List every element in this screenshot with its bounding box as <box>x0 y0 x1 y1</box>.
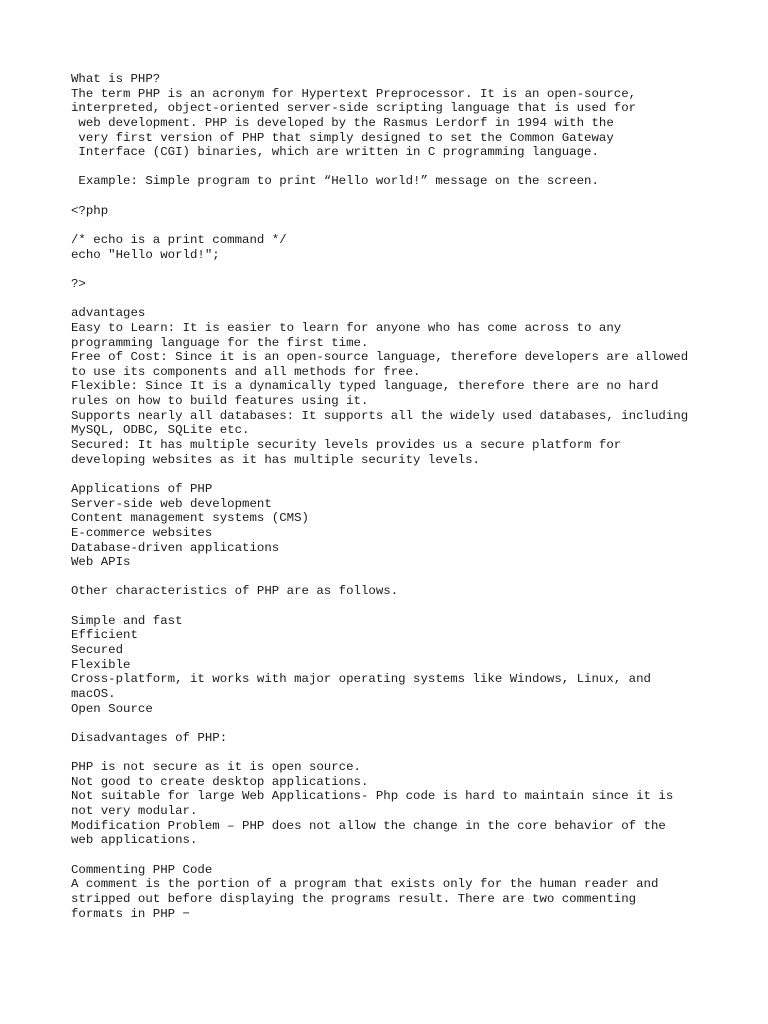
blank-line <box>71 599 751 614</box>
list-line: not very modular. <box>71 804 198 819</box>
section-heading-applications: Applications of PHP <box>71 481 213 496</box>
list-line: macOS. <box>71 686 116 701</box>
list-line: Simple and fast <box>71 613 183 628</box>
list-line: Secured <box>71 642 124 657</box>
paragraph-line: stripped out before displaying the programs result. There are two commenting <box>71 891 637 906</box>
list-line: Content management systems (CMS) <box>71 511 309 526</box>
list-line: to use its components and all methods for free. <box>71 364 421 379</box>
code-line: ?> <box>71 276 86 291</box>
paragraph-line: interpreted, object-oriented server-side scripting language that is used for <box>71 101 637 116</box>
paragraph-line: web development. PHP is developed by the Rasmus Lerdorf in 1994 with the <box>71 115 614 130</box>
code-line: echo "Hello world!"; <box>71 247 220 262</box>
blank-line <box>71 218 751 233</box>
example-caption: Example: Simple program to print “Hello world!” message on the screen. <box>71 174 599 189</box>
list-line: Cross-platform, it works with major operating systems like Windows, Linux, and <box>71 672 651 687</box>
list-line: web applications. <box>71 833 198 848</box>
section-heading-advantages: advantages <box>71 306 146 321</box>
list-line: Flexible <box>71 657 131 672</box>
list-line: developing websites as it has multiple security levels. <box>71 452 480 467</box>
list-line: Not good to create desktop applications. <box>71 774 369 789</box>
list-line: Not suitable for large Web Applications- Php code is hard to maintain since it is <box>71 789 674 804</box>
paragraph-line: formats in PHP − <box>71 906 190 921</box>
blank-line <box>71 745 751 760</box>
code-line: /* echo is a print command */ <box>71 233 287 248</box>
list-line: Server-side web development <box>71 496 272 511</box>
list-line: Free of Cost: Since it is an open-source language, therefore developers are allowed <box>71 350 689 365</box>
section-heading-commenting: Commenting PHP Code <box>71 862 213 877</box>
blank-line <box>71 292 751 307</box>
list-line: Secured: It has multiple security levels provides us a secure platform for <box>71 438 622 453</box>
list-line: PHP is not secure as it is open source. <box>71 760 361 775</box>
list-line: Flexible: Since It is a dynamically typed language, therefore there are no hard <box>71 379 659 394</box>
paragraph-line: A comment is the portion of a program that exists only for the human reader and <box>71 877 659 892</box>
section-heading-what-is-php: What is PHP? <box>71 72 161 86</box>
list-line: MySQL, ODBC, SQLite etc. <box>71 423 250 438</box>
document-page <box>71 72 751 921</box>
list-line: E-commerce websites <box>71 525 213 540</box>
section-heading-characteristics: Other characteristics of PHP are as follows. <box>71 584 399 599</box>
list-line: Web APIs <box>71 555 131 570</box>
blank-line <box>71 467 751 482</box>
blank-line <box>71 716 751 731</box>
paragraph-line: The term PHP is an acronym for Hypertext Preprocessor. It is an open-source, <box>71 86 637 101</box>
list-line: Modification Problem – PHP does not allow the change in the core behavior of the <box>71 818 666 833</box>
blank-line <box>71 570 751 585</box>
blank-line <box>71 189 751 204</box>
list-line: Efficient <box>71 628 138 643</box>
list-line: Easy to Learn: It is easier to learn for anyone who has come across to any <box>71 320 622 335</box>
blank-line <box>71 848 751 863</box>
section-heading-disadvantages: Disadvantages of PHP: <box>71 730 228 745</box>
paragraph-line: Interface (CGI) binaries, which are written in C programming language. <box>71 145 599 160</box>
list-line: Open Source <box>71 701 153 716</box>
blank-line <box>71 160 751 175</box>
list-line: Supports nearly all databases: It supports all the widely used databases, including <box>71 408 689 423</box>
code-line: <?php <box>71 203 109 218</box>
list-line: Database-driven applications <box>71 540 280 555</box>
list-line: rules on how to build features using it. <box>71 394 369 409</box>
blank-line <box>71 262 751 277</box>
paragraph-line: very first version of PHP that simply designed to set the Common Gateway <box>71 130 614 145</box>
list-line: programming language for the first time. <box>71 335 369 350</box>
